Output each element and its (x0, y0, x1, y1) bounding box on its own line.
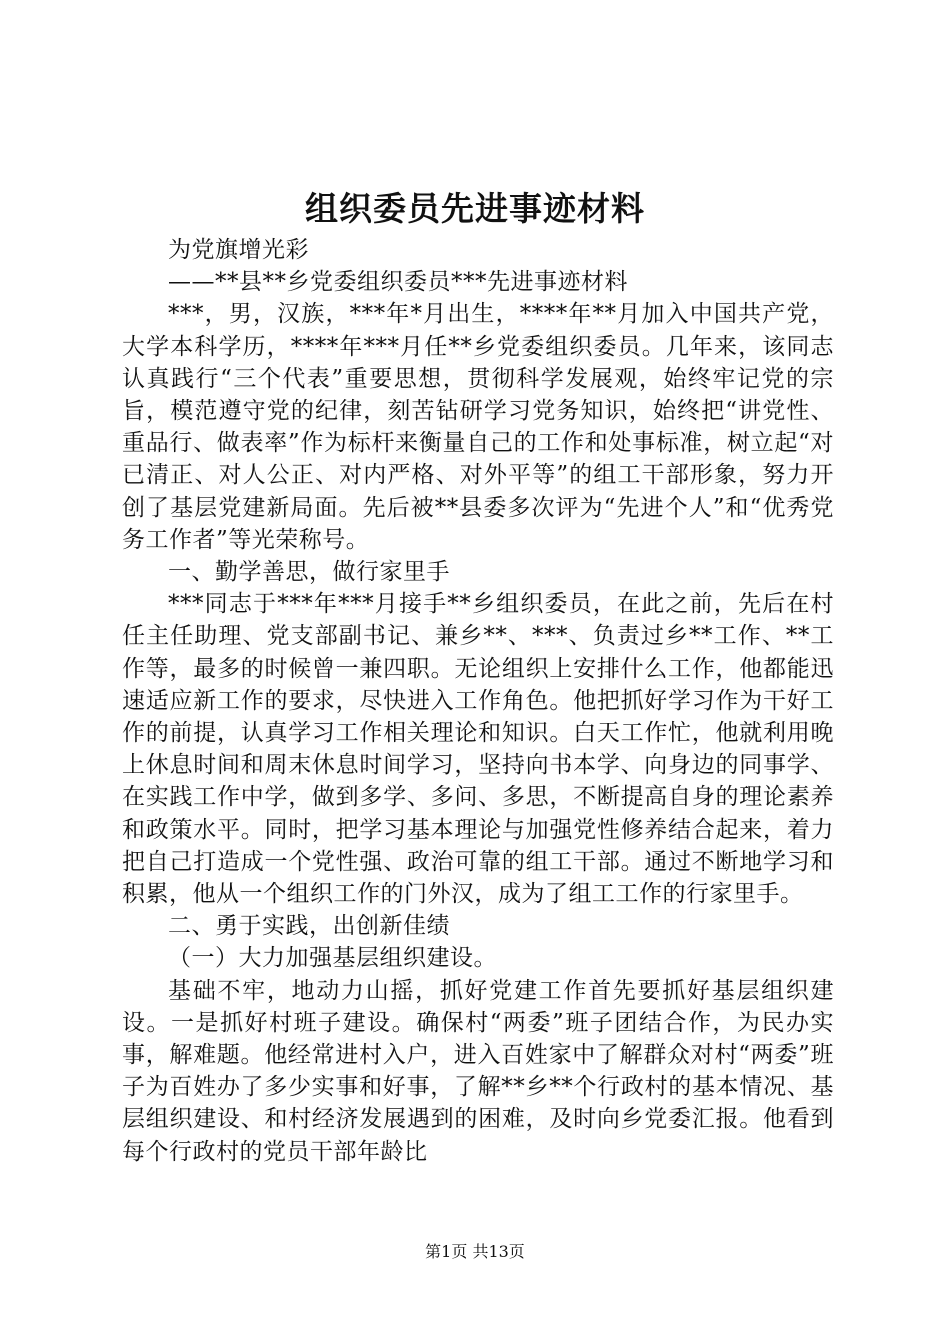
section-heading-2: 二、勇于实践，出创新佳绩 (168, 913, 450, 940)
section-1-paragraph: ***同志于***年***月接手**乡组织委员，在此之前，先后在村任主任助理、党支部副书记、兼乡**、***、负责过乡**工作、**工作等，最多的时候曾一兼四职。无论组织上安排什么工作，他都能迅速适应新工作的要求，尽快进入工作角色。他把抓好学习作为干好工作的前提，认真学习工作相关理论和知识。白天工作忙，他就利用晚上休息时间和周末休息时间学习，坚持向书本学、向身边的同事学、在实践工作中学，做到多学、多问、多思，不断提高自身的理论素养和政策水平。同时，把学习基本理论与加强党性修养结合起来，着力把自己打造成一个党性强、政治可靠的组工干部。通过不断地学习和积累，他从一个组织工作的门外汉，成为了组工工作的行家里手。 (122, 591, 834, 908)
subtitle-heading: 为党旗增光彩 (168, 237, 309, 263)
subsection-heading-1: （一）大力加强基层组织建设。 (168, 945, 497, 972)
subsection-1-paragraph: 基础不牢，地动力山摇，抓好党建工作首先要抓好基层组织建设。一是抓好村班子建设。确保村“两委”班子团结合作，为民办实事，解难题。他经常进村入户，进入百姓家中了解群众对村“两委”班子为百姓办了多少实事和好事，了解**乡**个行政村的基本情况、基层组织建设、和村经济发展遇到的困难，及时向乡党委汇报。他看到每个行政村的党员干部年龄比 (122, 977, 834, 1165)
document-body (122, 234, 834, 1168)
intro-paragraph: ***，男，汉族，***年*月出生，****年**月加入中国共产党，大学本科学历，****年***月任**乡党委组织委员。几年来，该同志认真践行“三个代表”重要思想，贯彻科学发展观，始终牢记党的宗旨，模范遵守党的纪律，刻苦钻研学习党务知识，始终把“讲党性、重品行、做表率”作为标杆来衡量自己的工作和处事标准，树立起“对已清正、对人公正、对内严格、对外平等”的组工干部形象，努力开创了基层党建新局面。先后被**县委多次评为“先进个人”和“优秀党务工作者”等光荣称号。 (122, 301, 834, 553)
section-heading-1: 一、勤学善思，做行家里手 (168, 559, 450, 586)
document-title: 组织委员先进事迹材料 (305, 189, 645, 228)
subtitle-byline: ——**县**乡党委组织委员***先进事迹材料 (168, 269, 628, 296)
page-footer: 第1页 共13页 (425, 1242, 525, 1261)
